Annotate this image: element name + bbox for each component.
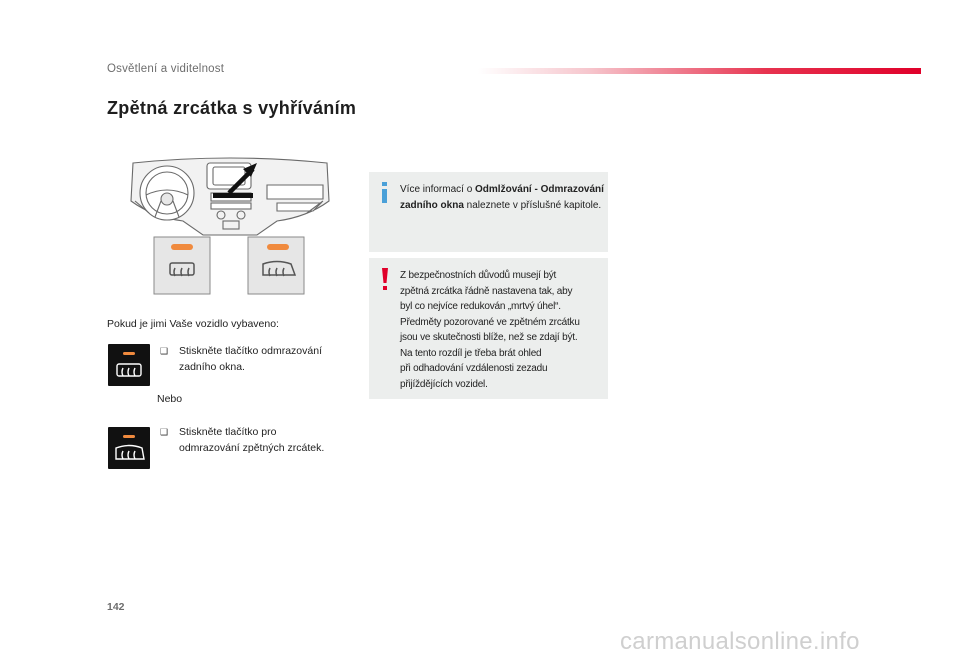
info-prefix: Více informací o [400, 184, 476, 195]
warning-text [400, 268, 604, 392]
step-line: Stiskněte tlačítko odmrazování [179, 345, 322, 357]
or-label: Nebo [157, 393, 183, 405]
step-mirror [160, 424, 360, 456]
page-title: Zpětná zrcátka s vyhříváním [107, 98, 357, 118]
warning-box [369, 258, 608, 399]
warning-line: Na tento rozdíl je třeba brát ohled [400, 347, 542, 359]
page-number: 142 [107, 601, 125, 613]
bullet-icon: ❑ [160, 346, 169, 356]
warning-line: při odhadování vzdálenosti zezadu [400, 363, 548, 374]
rear-window-defrost-button [108, 344, 150, 386]
mirror-defrost-button [108, 427, 150, 469]
watermark: carmanualsonline.info [620, 628, 860, 655]
info-link-text: Odmlžování - Odmrazování zadního okna [400, 184, 604, 211]
exclamation-icon [379, 268, 391, 292]
info-box [369, 172, 608, 252]
info-text [400, 182, 604, 213]
warning-line: Předměty pozorované ve zpětném zrcátku [400, 316, 580, 328]
warning-line: zpětná zrcátka řádně nastavena tak, aby [400, 285, 573, 297]
warning-line: jsou ve skutečnosti blíže, než se zdají být. [400, 332, 578, 343]
header-accent-bar [478, 68, 921, 74]
step-line: zadního okna. [179, 361, 245, 373]
section-title: Osvětlení a viditelnost [107, 63, 225, 75]
warning-line: byl co nejvíce redukován „mrtvý úhel“. [400, 301, 561, 312]
step-rear-window [160, 343, 350, 375]
intro-text: Pokud je jimi Vaše vozidlo vybaveno: [107, 318, 279, 330]
rear-window-defrost-icon [108, 344, 150, 386]
warning-line: Z bezpečnostních důvodů musejí být [400, 270, 557, 281]
bullet-icon: ❑ [160, 427, 169, 437]
mirror-defrost-icon [108, 427, 150, 469]
info-suffix: naleznete v příslušné kapitole. [463, 199, 602, 211]
step-line: Stiskněte tlačítko pro [179, 426, 277, 438]
warning-line: přijíždějících vozidel. [400, 378, 488, 390]
step-line: odmrazování zpětných zrcátek. [179, 442, 325, 454]
info-icon [379, 182, 391, 204]
dashboard-illustration [127, 155, 333, 300]
